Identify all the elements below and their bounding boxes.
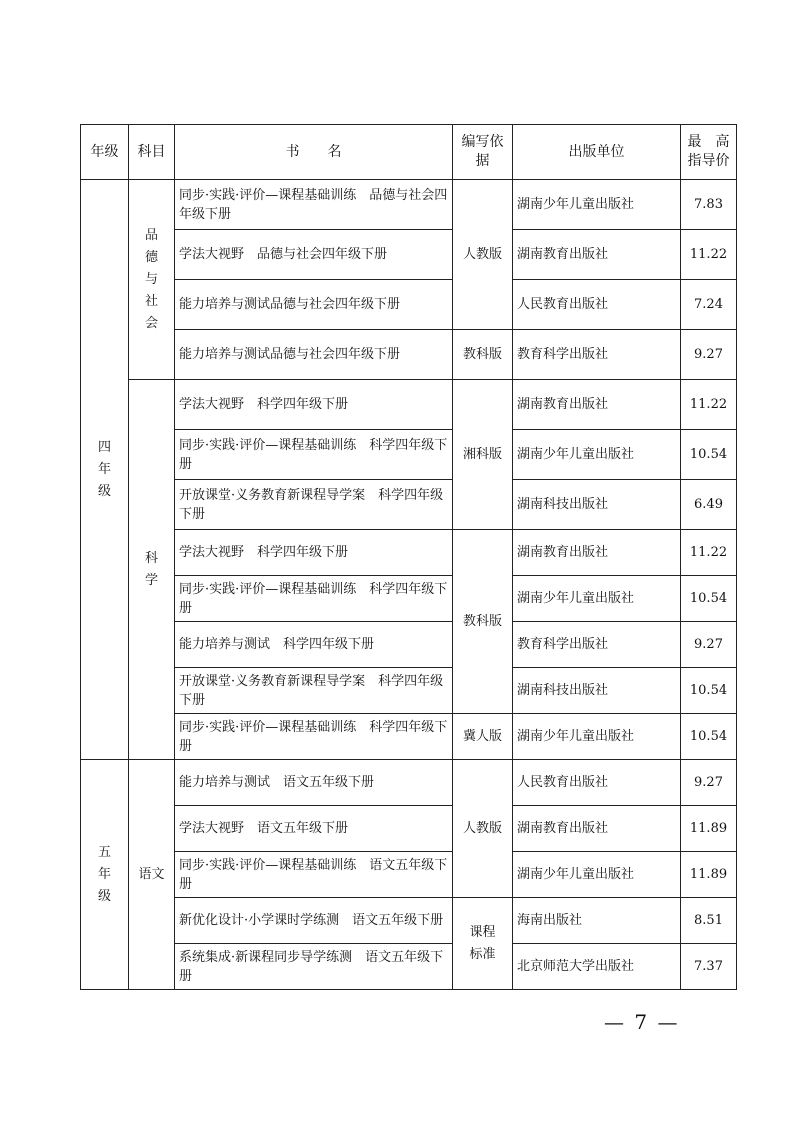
table-row	[81, 622, 737, 668]
book-title: 开放课堂·义务教育新课程导学案 科学四年级下册	[175, 480, 453, 530]
publisher-cell: 湖南教育出版社	[513, 230, 681, 280]
subject-label: 品德与社会	[145, 227, 159, 331]
table-row	[81, 576, 737, 622]
price-cell: 10.54	[681, 430, 737, 480]
book-title: 同步·实践·评价—课程基础训练 科学四年级下册	[175, 576, 453, 622]
publisher-cell: 湖南少年儿童出版社	[513, 180, 681, 230]
publisher-cell: 湖南少年儿童出版社	[513, 430, 681, 480]
table-row	[81, 280, 737, 330]
grade-cell-4	[81, 180, 129, 760]
header-grade: 年级	[81, 125, 129, 180]
price-cell: 6.49	[681, 480, 737, 530]
textbook-price-table	[80, 124, 737, 990]
book-title: 学法大视野 语文五年级下册	[175, 806, 453, 852]
publisher-cell: 北京师范大学出版社	[513, 944, 681, 990]
table-row	[81, 330, 737, 380]
price-cell: 10.54	[681, 576, 737, 622]
price-cell: 7.83	[681, 180, 737, 230]
publisher-cell: 海南出版社	[513, 898, 681, 944]
book-title: 能力培养与测试 科学四年级下册	[175, 622, 453, 668]
publisher-cell: 湖南教育出版社	[513, 530, 681, 576]
table-header-row	[81, 125, 737, 180]
book-title: 能力培养与测试品德与社会四年级下册	[175, 330, 453, 380]
table-row	[81, 380, 737, 430]
price-cell: 7.24	[681, 280, 737, 330]
table-row	[81, 714, 737, 760]
publisher-cell: 教育科学出版社	[513, 330, 681, 380]
publisher-cell: 湖南教育出版社	[513, 380, 681, 430]
grade-label: 四年级	[98, 439, 112, 499]
price-cell: 9.27	[681, 760, 737, 806]
table-row	[81, 430, 737, 480]
basis-cell: 湘科版	[453, 380, 513, 530]
book-title: 学法大视野 品德与社会四年级下册	[175, 230, 453, 280]
subject-cell-chinese	[129, 760, 175, 990]
header-publisher: 出版单位	[513, 125, 681, 180]
basis-cell	[453, 898, 513, 990]
table-row	[81, 230, 737, 280]
price-cell: 11.89	[681, 806, 737, 852]
price-cell: 10.54	[681, 668, 737, 714]
publisher-cell: 湖南少年儿童出版社	[513, 852, 681, 898]
publisher-cell: 湖南少年儿童出版社	[513, 576, 681, 622]
subject-cell-science	[129, 380, 175, 760]
basis-cell: 人教版	[453, 180, 513, 330]
book-title: 同步·实践·评价—课程基础训练 科学四年级下册	[175, 714, 453, 760]
book-title: 系统集成·新课程同步导学练测 语文五年级下册	[175, 944, 453, 990]
table-row	[81, 944, 737, 990]
publisher-cell: 人民教育出版社	[513, 760, 681, 806]
header-price: 最 高指导价	[681, 125, 737, 180]
grade-cell-5	[81, 760, 129, 990]
book-title: 开放课堂·义务教育新课程导学案 科学四年级下册	[175, 668, 453, 714]
basis-cell: 教科版	[453, 530, 513, 714]
book-title: 同步·实践·评价—课程基础训练 科学四年级下册	[175, 430, 453, 480]
basis-cell: 教科版	[453, 330, 513, 380]
price-cell: 8.51	[681, 898, 737, 944]
header-title: 书 名	[175, 125, 453, 180]
header-basis: 编写依据	[453, 125, 513, 180]
publisher-cell: 湖南教育出版社	[513, 806, 681, 852]
book-title: 能力培养与测试品德与社会四年级下册	[175, 280, 453, 330]
table-row	[81, 480, 737, 530]
price-cell: 11.89	[681, 852, 737, 898]
book-title: 同步·实践·评价—课程基础训练 语文五年级下册	[175, 852, 453, 898]
subject-label: 语文	[138, 866, 165, 882]
price-cell: 10.54	[681, 714, 737, 760]
price-cell: 11.22	[681, 380, 737, 430]
table-row	[81, 806, 737, 852]
price-cell: 11.22	[681, 230, 737, 280]
basis-label: 课程标准	[469, 924, 496, 962]
subject-label: 科学	[145, 550, 159, 588]
publisher-cell: 湖南科技出版社	[513, 480, 681, 530]
table-row	[81, 530, 737, 576]
price-cell: 11.22	[681, 530, 737, 576]
table-row	[81, 180, 737, 230]
table-row	[81, 760, 737, 806]
book-title: 能力培养与测试 语文五年级下册	[175, 760, 453, 806]
basis-cell: 冀人版	[453, 714, 513, 760]
price-cell: 9.27	[681, 330, 737, 380]
publisher-cell: 人民教育出版社	[513, 280, 681, 330]
table-row	[81, 668, 737, 714]
page-number: — 7 —	[604, 1010, 680, 1034]
book-title: 学法大视野 科学四年级下册	[175, 530, 453, 576]
book-title: 同步·实践·评价—课程基础训练 品德与社会四年级下册	[175, 180, 453, 230]
price-cell: 7.37	[681, 944, 737, 990]
publisher-cell: 湖南少年儿童出版社	[513, 714, 681, 760]
publisher-cell: 教育科学出版社	[513, 622, 681, 668]
publisher-cell: 湖南科技出版社	[513, 668, 681, 714]
grade-label: 五年级	[98, 844, 112, 904]
header-subject: 科目	[129, 125, 175, 180]
book-title: 学法大视野 科学四年级下册	[175, 380, 453, 430]
subject-cell-pinde	[129, 180, 175, 380]
table-row	[81, 852, 737, 898]
table-row	[81, 898, 737, 944]
book-title: 新优化设计·小学课时学练测 语文五年级下册	[175, 898, 453, 944]
price-cell: 9.27	[681, 622, 737, 668]
basis-cell: 人教版	[453, 760, 513, 898]
